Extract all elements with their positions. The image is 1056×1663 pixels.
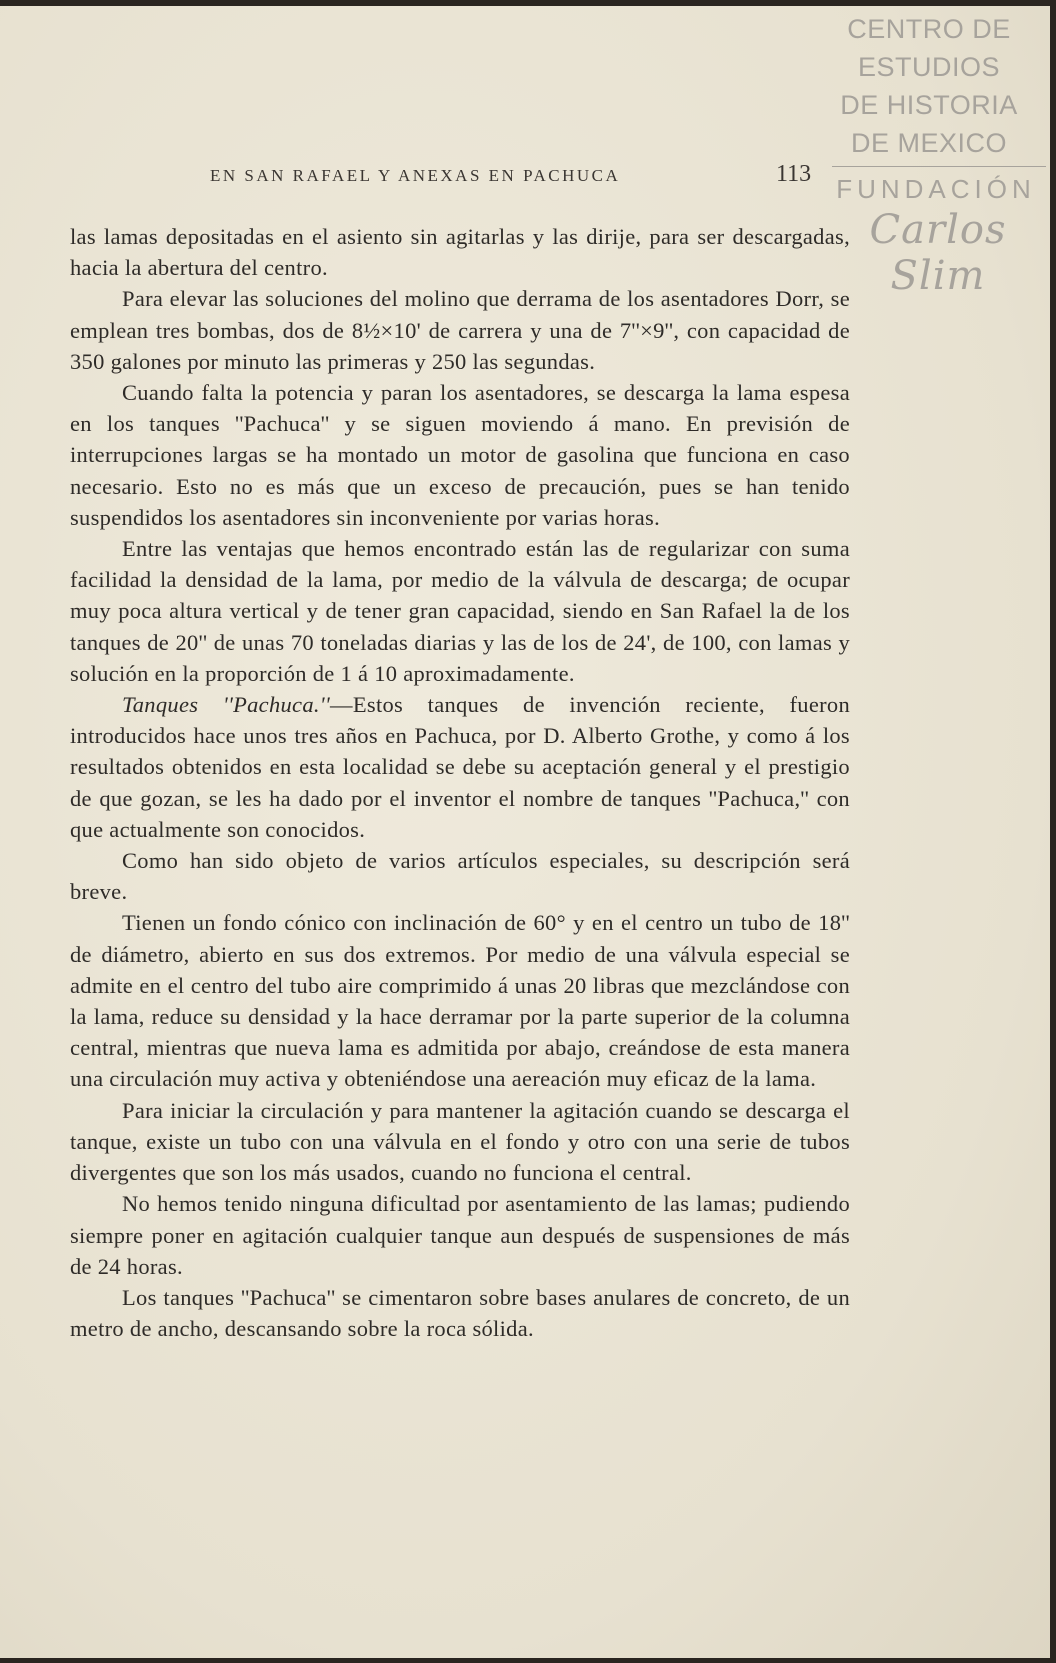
paragraph-9: No hemos tenido ninguna dificultad por asentamiento de las lamas; pudiendo siempre poner en agitación cualquier tanque aun después de suspensiones de más de 24 horas. [70,1191,850,1279]
watermark-line-3: DE HISTORIA [840,90,1018,120]
body-text [70,221,850,1344]
paragraph-8: Para iniciar la circulación y para mantener la agitación cuando se descarga el tanque, existe un tubo con una válvula en el fondo y otro con una serie de tubos divergentes que son los más usados, cuando no funciona el central. [70,1097,850,1186]
watermark-divider [832,166,1046,167]
paragraph-5-text: —Estos tanques de invención reciente, fueron introducidos hace unos tres años en Pachuca, por D. Alberto Grothe, y como á los resultados obtenidos en esta localidad se debe su aceptación general y el prestigio de que gozan, se les ha dado por el inventor el nombre de tanques ''Pachuca,'' con que actualmente son conocidos. [70,692,850,842]
running-head: EN SAN RAFAEL Y ANEXAS EN PACHUCA [210,166,621,185]
paragraph-7: Tienen un fondo cónico con inclinación de 60° y en el centro un tubo de 18'' de diámetro, abierto en sus dos extremos. Por medio de una válvula especial se admite en el centro del tubo aire comprimido á unas 20 libras que mezclándose con la lama, reduce su densidad y la hace derramar por la parte superior de la columna central, mientras que nueva lama es admitida por abajo, creándose de esta manera una circulación muy activa y obteniéndose una aereación muy eficaz de la lama. [70,910,850,1092]
paragraph-2: Para elevar las soluciones del molino que derrama de los asentadores Dorr, se emplean tres bombas, dos de 8½×10' de carrera y una de 7''×9'', con capacidad de 350 galones por minuto las primeras y 250 las segundas. [70,286,850,374]
paragraph-4: Entre las ventajas que hemos encontrado están las de regularizar con suma facilidad la densidad de la lama, por medio de la válvula de descarga; de ocupar muy poca altura vertical y de tener gran capacidad, siendo en San Rafael la de los tanques de 20'' de unas 70 toneladas diarias y las de los de 24', de 100, con lamas y solución en la proporción de 1 á 10 aproximadamente. [70,536,850,686]
paragraph-10: Los tanques ''Pachuca'' se cimentaron sobre bases anulares de concreto, de un metro de ancho, descansando sobre la roca sólida. [70,1284,850,1342]
book-page [0,6,1050,1658]
page-number: 113 [776,161,812,187]
paragraph-3: Cuando falta la potencia y paran los asentadores, se descarga la lama espesa en los tanques ''Pachuca'' y se siguen moviendo á mano. En previsión de interrupciones largas se ha montado un motor de gasolina que funciona en caso necesario. Esto no es más que un exceso de precaución, pues se han tenido suspendidos los asentadores sin inconveniente por varias horas. [70,380,850,530]
paragraph-6: Como han sido objeto de varios artículos especiales, su descripción será breve. [70,848,850,905]
watermark-line-1: CENTRO DE [847,14,1011,44]
paragraph-1: las lamas depositadas en el asiento sin agitarlas y las dirije, para ser descargadas, hacia la abertura del centro. [70,224,850,281]
watermark-line-2: ESTUDIOS [857,52,1001,82]
section-heading-tanques-pachuca: Tanques ''Pachuca.'' [122,692,331,718]
watermark-line-4: DE MEXICO [850,128,1008,158]
watermark-signature: Carlos Slim [869,207,1007,299]
paragraph-5 [70,689,850,845]
watermark-foundation: FUNDACIÓN [836,174,1036,204]
